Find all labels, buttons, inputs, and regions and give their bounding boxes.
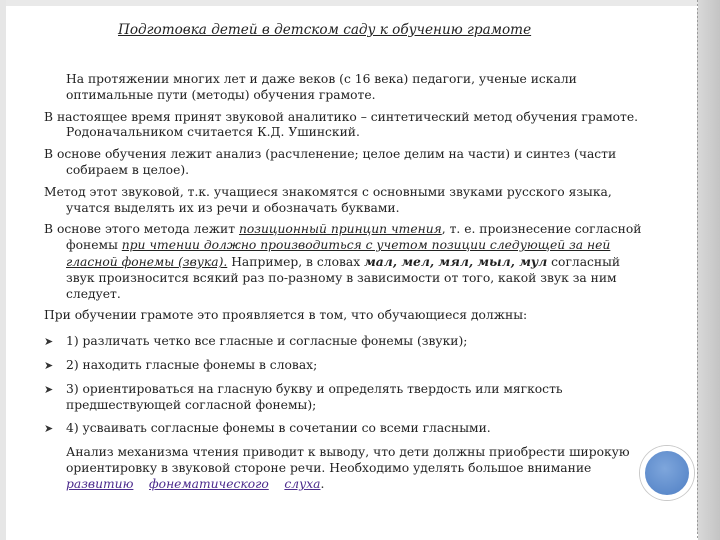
paragraph-analysis [44, 147, 654, 179]
text-run: фонемы [66, 238, 122, 253]
paragraph-line: звук произносится всякий раз по-разному в зависимости от того, какой звук за ним [66, 270, 617, 285]
emphasis-rule: при чтении должно производиться с учетом позиции следующей за ней [121, 238, 611, 253]
paragraph-line: Анализ механизма чтения приводит к выводу, что дети должны приобрести широкую [66, 445, 630, 460]
list-item [44, 421, 654, 437]
paragraph-line: ориентировку в звуковой стороне речи. Необходимо уделять большое внимание [66, 460, 592, 475]
paragraph-line [44, 238, 654, 254]
paragraph-line: собираем в целое). [66, 162, 190, 177]
left-edge-decoration [0, 0, 6, 540]
emphasis-hearing: слуха [284, 476, 321, 491]
list-item-text: 1) различать четко все гласные и согласные фонемы (звуки); [66, 334, 468, 349]
paragraph-line [44, 222, 654, 238]
list-item-text: 4) усваивать согласные фонемы в сочетании со всеми гласными. [66, 421, 491, 436]
list-item-text: 3) ориентироваться на гласную букву и определять твердость или мягкость [66, 381, 563, 396]
emphasis-vowel: гласной фонемы (звука). [66, 254, 228, 269]
paragraph-line: оптимальные пути (методы) обучения грамоте. [66, 87, 376, 102]
paragraph-requirements: При обучении грамоте это проявляется в том, что обучающиеся должны: [44, 308, 528, 323]
right-side-bar [698, 0, 720, 540]
paragraph-line: учатся выделять их из речи и обозначать буквами. [66, 200, 400, 215]
example-words: мал, мел, мял, мыл, мул [364, 253, 548, 269]
paragraph-history [44, 72, 654, 104]
paragraph-sound-method [44, 185, 654, 217]
paragraph-line [44, 477, 654, 493]
text-run: Например, в словах [227, 254, 365, 269]
top-edge-decoration [0, 0, 720, 6]
text-run: . [320, 476, 325, 491]
arrow-bullet-icon: ➤ [44, 382, 54, 396]
paragraph-conclusion [44, 445, 654, 492]
paragraph-line: следует. [66, 286, 121, 301]
paragraph-line: В основе обучения лежит анализ (расчленение; целое делим на части) и синтез (части [44, 147, 617, 162]
arrow-bullet-icon: ➤ [44, 358, 54, 372]
paragraph-method [44, 110, 654, 142]
slide-content [44, 72, 654, 499]
emphasis-phonemic: фонематического [149, 476, 269, 491]
text-run: , т. е. произнесение согласной [441, 222, 642, 237]
list-item-text: 2) находить гласные фонемы в словах; [66, 357, 318, 372]
list-item [44, 358, 654, 374]
paragraph-line: На протяжении многих лет и даже веков (с 16 века) педагоги, ученые искали [66, 72, 577, 86]
text-run: согласный [547, 254, 621, 269]
paragraph-line: В настоящее время принят звуковой аналитико – синтетический метод обучения грамоте. [44, 109, 639, 124]
paragraph-positional-principle [44, 222, 654, 302]
list-item [44, 334, 654, 350]
paragraph-line [44, 254, 654, 271]
page-title: Подготовка детей в детском саду к обучению грамоте [118, 22, 532, 38]
text-run: В основе этого метода лежит [44, 222, 239, 237]
emphasis-development: развитию [66, 476, 134, 491]
paragraph-line: Метод этот звуковой, т.к. учащиеся знакомятся с основными звуками русского языка, [44, 184, 612, 199]
paragraph-line: Родоначальником считается К.Д. Ушинский. [66, 125, 360, 140]
emphasis-positional-principle: позиционный принцип чтения [238, 222, 442, 237]
arrow-bullet-icon: ➤ [44, 335, 54, 349]
arrow-bullet-icon: ➤ [44, 422, 54, 436]
list-item [44, 382, 654, 414]
list-item-text: предшествующей согласной фонемы); [66, 397, 317, 412]
